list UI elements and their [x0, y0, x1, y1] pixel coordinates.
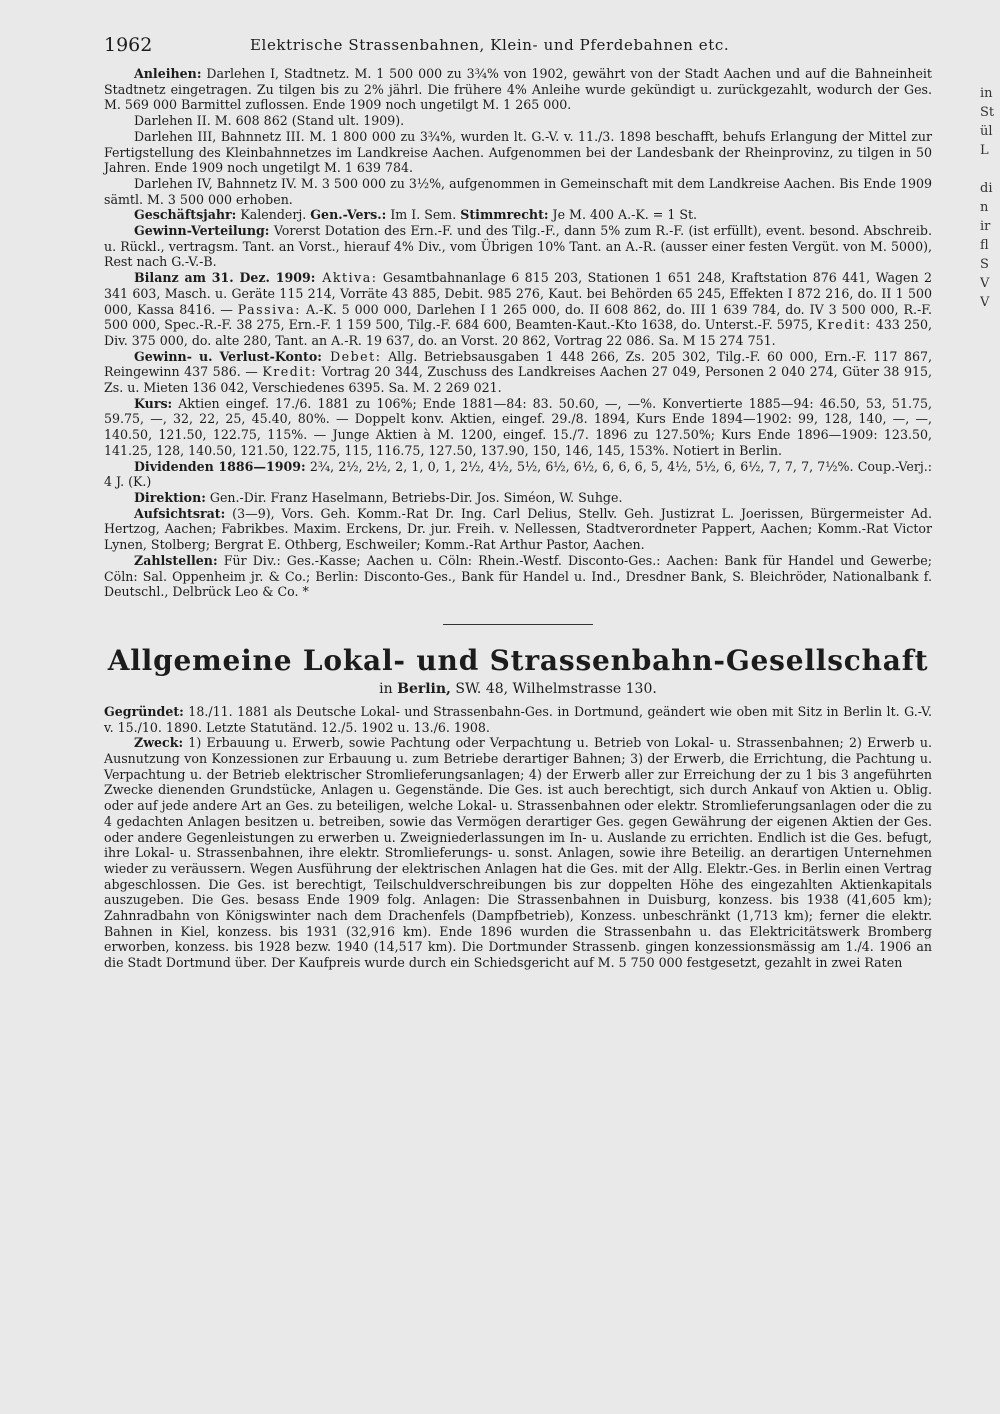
- gewinn-verteilung-label: Gewinn-Verteilung:: [134, 223, 270, 239]
- edge-fragment: [980, 160, 1000, 179]
- page-body: [104, 66, 932, 971]
- gewinn-verlust-paragraph: [104, 349, 932, 396]
- adjacent-page-edge: [980, 84, 1000, 312]
- zweck-label: Zweck:: [134, 735, 184, 751]
- guv-debet-label: Debet:: [321, 348, 382, 364]
- edge-fragment: V: [980, 295, 990, 310]
- bilanz-passiva-text: A.-K. 5 000 000, Darlehen I 1 265 000, do. II 608 862, do. III 1 639 784, do. IV 3 500 000, R.-F. 500 000, Spec.-R.-F. 38 275, Ern.-F. 1 159 500, Tilg.-F. 684 600, Beamten-Kaut.-Kto 1638, do. Unterst.-F. 5975,: [104, 301, 932, 333]
- darlehen-3-paragraph: Darlehen III, Bahnnetz III. M. 1 800 000 zu 3¾%, wurden lt. G.-V. v. 11./3. 1898 beschafft, behufs Erlangung der Mittel zur Fertigstellung des Kleinbahnnetzes im Landkreise Aachen. Aufgenommen bei der Landesbank der Rheinprovinz, zu tilgen in 50 Jahren. Ende 1909 noch ungetilgt M. 1 639 784.: [104, 128, 932, 176]
- guv-kredit-text: Vortrag 20 344, Zuschuss des Landkreises Aachen 27 049, Personen 2 040 274, Güter 38 915, Zs. u. Mieten 136 042, Verschiedenes 6395. Sa. M. 2 269 021.: [104, 364, 932, 396]
- darlehen-4-paragraph: Darlehen IV, Bahnnetz IV. M. 3 500 000 zu 3½%, aufgenommen in Gemeinschaft mit dem Landkreise Aachen. Bis Ende 1909 sämtl. M. 3 500 000 erhoben.: [104, 175, 932, 207]
- bilanz-aktiva-text: Gesamtbahnanlage 6 815 203, Stationen 1 651 248, Kraftstation 876 441, Wagen 2 341 603, Masch. u. Geräte 115 214, Vorräte 43 885, Debit. 985 276, Kaut. bei Behörden 65 245, Effekten I 872 216, do. II 1 500 000, Kassa 8416. —: [104, 270, 932, 317]
- guv-kredit-label: Kredit:: [262, 364, 318, 380]
- darlehen-2-paragraph: Darlehen II. M. 608 862 (Stand ult. 1909).: [134, 113, 405, 129]
- anleihen-text: Darlehen I, Stadtnetz. M. 1 500 000 zu 3¾% von 1902, gewährt von der Stadt Aachen und auf die Bahneinheit Stadtnetz eingetragen. Zu tilgen bis zu 2% jährl. Die frühere 4% Anleihe wurde gekündigt u. zurückgezahlt, wodurch der Ges. M. 569 000 Barmittel zuflossen. Ende 1909 noch ungetilgt M. 1 265 000.: [104, 66, 932, 113]
- dividenden-paragraph: [104, 459, 932, 490]
- bilanz-aktiva-label: Aktiva:: [315, 270, 378, 286]
- stimmrecht-label: Stimmrecht:: [460, 207, 549, 223]
- guv-debet-text: Allg. Betriebsausgaben 1 448 266, Zs. 205 302, Tilg.-F. 60 000, Ern.-F. 117 867, Reingewinn 437 586. —: [104, 348, 933, 380]
- edge-fragment: fl: [980, 238, 989, 253]
- page-number: 1962: [104, 34, 153, 56]
- bilanz-passiva-label: Passiva:: [237, 301, 302, 317]
- gegruendet-text: 18./11. 1881 als Deutsche Lokal- und Strassenbahn-Ges. in Dortmund, geändert wie oben mit Sitz in Berlin lt. G.-V. v. 15./10. 1890. Letzte Statutänd. 12./5. 1902 u. 13./6. 1908.: [104, 703, 932, 735]
- aufsichtsrat-paragraph: [104, 506, 932, 553]
- gewinn-verlust-label: Gewinn- u. Verlust-Konto:: [134, 348, 322, 364]
- kurs-label: Kurs:: [134, 395, 173, 411]
- aufsichtsrat-text: (3—9), Vors. Geh. Komm.-Rat Dr. Ing. Carl Delius, Stellv. Geh. Justizrat L. Joerissen, Bürgermeister Ad. Hertzog, Aachen; Fabrikbes. Maxim. Erckens, Dr. jur. Freih. v. Nellessen, Stadtverordneter Pappert, Aachen; Komm.-Rat Victor Lynen, Stolberg; Bergrat E. Othberg, Eschweiler; Komm.-Rat Arthur Pastor, Aachen.: [104, 505, 932, 553]
- anleihen-paragraph: [104, 66, 932, 113]
- edge-fragment: L: [980, 143, 989, 158]
- anleihen-label: Anleihen:: [134, 66, 202, 81]
- stimmrecht-text: Je M. 400 A.-K. = 1 St.: [548, 207, 698, 223]
- kurs-text: Aktien eingef. 17./6. 1881 zu 106%; Ende 1881—84: 83. 50.60, —, —%. Konvertierte 1885—94: 46.50, 53, 51.75, 59.75, —, 32, 22, 25, 45.40, 80%. — Doppelt konv. Aktien, eingef. 29./8. 1894, Kurs Ende 1894—1902: 99, 128, 140, —, —, 140.50, 121.50, 122.75, 115%. — Junge Aktien à M. 1200, eingef. 15./7. 1896 zu 127.50%; Kurs Ende 1896—1909: 123.50, 141.25, 128, 140.50, 121.50, 122.75, 115, 116.75, 127.50, 137.90, 150, 146, 145, 153%. Notiert in Berlin.: [104, 395, 932, 458]
- gegruendet-paragraph: [104, 704, 932, 735]
- zweck-paragraph: [104, 735, 932, 971]
- location-prefix: in: [379, 680, 398, 697]
- bilanz-kredit-text: 433 250, Div. 375 000, do. alte 280, Tant. an A.-R. 19 637, do. an Vorst. 20 862, Vortrag 22 086. Sa. M 15 274 751.: [104, 317, 932, 348]
- location-address: SW. 48, Wilhelmstrasse 130.: [450, 680, 657, 697]
- gewinn-verteilung-paragraph: [104, 223, 932, 270]
- zahlstellen-paragraph: [104, 553, 932, 600]
- section-divider: [443, 624, 593, 625]
- direktion-label: Direktion:: [134, 489, 206, 505]
- aufsichtsrat-label: Aufsichtsrat:: [134, 505, 226, 521]
- edge-fragment: St: [980, 105, 995, 120]
- genvers-label: Gen.-Vers.:: [310, 207, 387, 223]
- edge-fragment: S: [980, 257, 989, 272]
- geschaeftsjahr-paragraph: [104, 207, 932, 223]
- location-city: Berlin,: [397, 680, 451, 697]
- company-title: Allgemeine Lokal- und Strassenbahn-Gesellschaft: [107, 643, 929, 677]
- zahlstellen-text: Für Div.: Ges.-Kasse; Aachen u. Cöln: Rhein.-Westf. Disconto-Ges.: Aachen: Bank für Handel und Gewerbe; Cöln: Sal. Oppenheim jr. & Co.; Berlin: Disconto-Ges., Bank für Handel u. Ind., Dresdner Bank, S. Bleichröder, Nationalbank f. Deutschl., Delbrück Leo & Co. *: [104, 552, 932, 600]
- bilanz-kredit-label: Kredit:: [816, 317, 872, 333]
- edge-fragment: ir: [980, 219, 991, 234]
- zahlstellen-label: Zahlstellen:: [134, 552, 218, 568]
- gegruendet-label: Gegründet:: [104, 703, 184, 719]
- bilanz-paragraph: [104, 270, 932, 349]
- dividenden-text: 2¾, 2½, 2½, 2, 1, 0, 1, 2½, 4½, 5½, 6½, 6½, 6, 6, 6, 5, 4½, 5½, 6, 6½, 7, 7, 7, 7½%. Coup.-Verj.: 4 J. (K.): [104, 458, 932, 490]
- geschaeftsjahr-text: Kalenderj.: [236, 207, 311, 223]
- edge-fragment: n: [980, 200, 989, 215]
- geschaeftsjahr-label: Geschäftsjahr:: [134, 207, 237, 223]
- direktion-text: Gen.-Dir. Franz Haselmann, Betriebs-Dir. Jos. Siméon, W. Suhge.: [205, 489, 623, 505]
- edge-fragment: in: [980, 86, 993, 101]
- edge-fragment: di: [980, 181, 993, 196]
- genvers-text: Im I. Sem.: [386, 207, 461, 223]
- edge-fragment: V: [980, 276, 990, 291]
- kurs-paragraph: [104, 396, 932, 459]
- zweck-text: 1) Erbauung u. Erwerb, sowie Pachtung oder Verpachtung u. Betrieb von Lokal- u. Strassenbahnen; 2) Erwerb u. Ausnutzung von Konzessionen zur Erbauung u. zum Betriebe derartiger Bahnen; 3) der Erwerb, die Errichtung, die Pachtung u. Verpachtung u. der Betrieb elektrischer Stromlieferungsanlagen; 4) der Erwerb aller zur Erreichung der zu 1 bis 3 angeführten Zwecke dienenden Grundstücke, Anlagen u. Gegenstände. Die Ges. ist auch berechtigt, sich durch Ankauf von Aktien u. Oblig. oder auf jede andere Art an Ges. zu beteiligen, welche Lokal- u. Strassenbahnen oder elektr. Stromlieferungsanlagen oder die zu 4 gedachten Anlagen besitzen u. betreiben, sowie das Vermögen derartiger Ges. gegen Gewährung der eigenen Aktien der Ges. oder andere Gegenleistungen zu erwerben u. Zweigniederlassungen im In- u. Auslande zu errichten. Endlich ist die Ges. befugt, ihre Lokal- u. Strassenbahnen, ihre elektr. Stromlieferungs- u. sonst. Anlagen, sowie ihre Beteilig. an derartigen Unternehmen wieder zu veräussern. Wegen Ausführung der elektrischen Anlagen hat die Ges. mit der Allg. Elektr.-Ges. in Berlin einen Vertrag abgeschlossen. Die Ges. ist berechtigt, Teilschuldverschreibungen bis zur doppelten Höhe des eingezahlten Aktienkapitals auszugeben. Die Ges. besass Ende 1909 folg. Anlagen: Die Strassenbahnen in Duisburg, konzess. bis 1938 (41,605 km); Zahnradbahn von Königswinter nach dem Drachenfels (Dampfbetrieb), Konzess. unbeschränkt (1,713 km); ferner die elektr. Bahnen in Kiel, konzess. bis 1931 (32,916 km). Ende 1896 wurden die Strassenbahn u. das Elektricitätswerk Bromberg erworben, konzess. bis 1928 bezw. 1940 (14,517 km). Die Dortmunder Strassenb. gingen konzessionsmässig am 1./4. 1906 an die Stadt Dortmund über. Der Kaufpreis wurde durch ein Schiedsgericht auf M. 5 750 000 festgesetzt, gezahlt in zwei Raten: [104, 735, 932, 971]
- dividenden-label: Dividenden 1886—1909:: [134, 458, 306, 474]
- running-title: Elektrische Strassenbahnen, Klein- und Pferdebahnen etc.: [250, 36, 730, 54]
- bilanz-label: Bilanz am 31. Dez. 1909:: [134, 270, 316, 286]
- edge-fragment: ül: [980, 124, 993, 139]
- company-location: [104, 680, 932, 698]
- page-header: [104, 34, 934, 58]
- direktion-paragraph: [104, 490, 932, 506]
- gewinn-verteilung-text: Vorerst Dotation des Ern.-F. und des Tilg.-F., dann 5% zum R.-F. (ist erfüllt), event. besond. Abschreib. u. Rückl., vertragsm. Tant. an Vorst., hierauf 4% Div., vom Übrigen 10% Tant. an A.-R. (ausser einer festen Vergüt. von M. 5000), Rest nach G.-V.-B.: [104, 223, 932, 270]
